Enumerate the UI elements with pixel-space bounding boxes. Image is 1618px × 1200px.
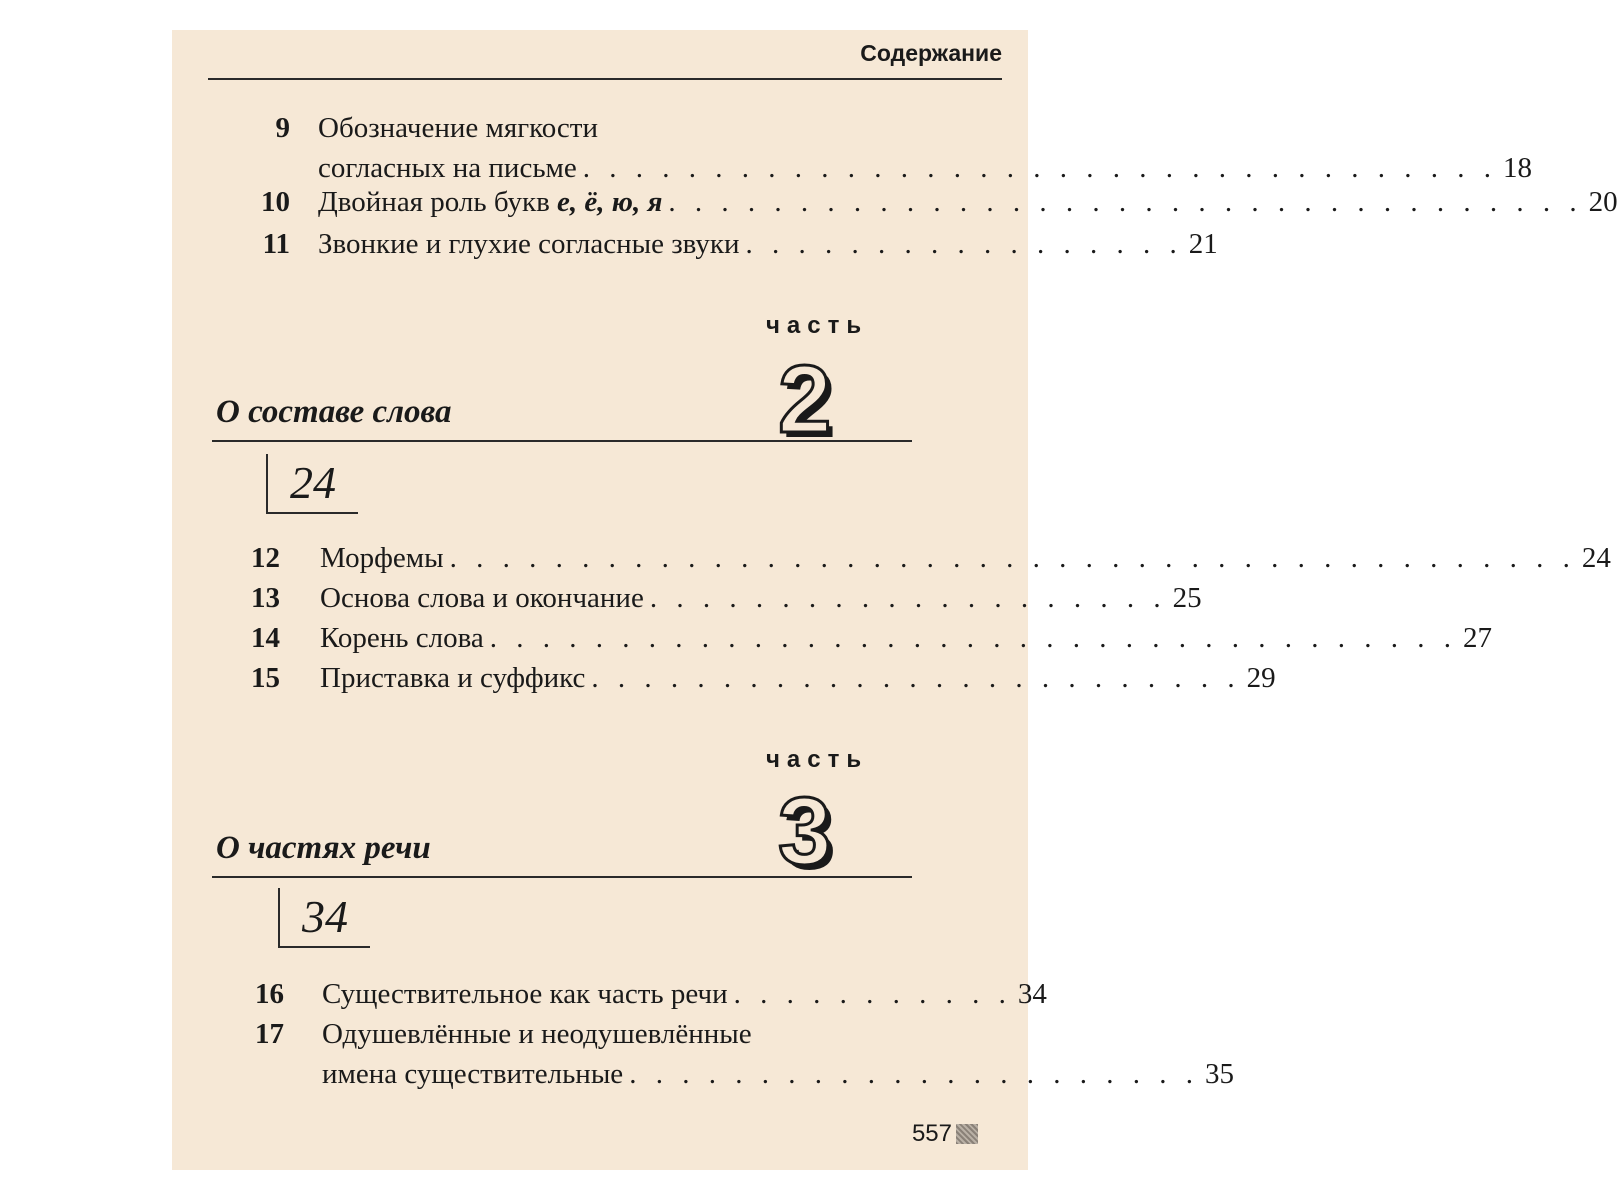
- entry-page: 18: [1503, 152, 1533, 184]
- entry-page: 27: [1463, 622, 1493, 654]
- entry-page: 21: [1188, 228, 1218, 260]
- entry-leader-line: [320, 658, 1276, 698]
- toc-entry-17[interactable]: [212, 1014, 1234, 1094]
- entry-title: Приставка и суффикс: [320, 662, 586, 694]
- toc-entry-10[interactable]: [218, 182, 1618, 222]
- entry-number: 14: [251, 622, 280, 654]
- part-number: 3: [778, 778, 832, 885]
- entry-page: 24: [1581, 542, 1611, 574]
- entry-page: 25: [1172, 582, 1202, 614]
- dot-leader: . . . . . . . . . . . . . . . . . . . . . . . . .: [591, 662, 1241, 694]
- section-rule: [212, 440, 912, 442]
- folio-marker: [956, 1124, 978, 1144]
- section-start-page: 24: [266, 454, 358, 514]
- entry-title: Существительное как часть речи: [322, 978, 728, 1010]
- toc-entry-14[interactable]: [208, 618, 1493, 658]
- section-start-page: 34: [278, 888, 370, 948]
- entry-page: 34: [1017, 978, 1047, 1010]
- entry-number: 11: [262, 228, 290, 260]
- entry-title: Звонкие и глухие согласные звуки: [318, 228, 740, 260]
- page-number: 557: [911, 1120, 952, 1147]
- entry-number: 10: [261, 186, 290, 218]
- entry-title: Одушевлённые и неодушевлённые: [322, 1018, 752, 1050]
- dot-leader: . . . . . . . . . . .: [733, 978, 1012, 1010]
- part-label: часть: [766, 746, 869, 773]
- section-title[interactable]: О частях речи: [216, 830, 431, 866]
- section-title[interactable]: О составе слова: [216, 394, 452, 430]
- entry-page: 35: [1204, 1058, 1234, 1090]
- toc-entry-15[interactable]: [208, 658, 1276, 698]
- book-page: [172, 30, 1618, 1170]
- dot-leader: . . . . . . . . . . . . . . . . . . . . . . . . . . . . . . . . . . . . .: [489, 622, 1458, 654]
- dot-leader: . . . . . . . . . . . . . . . . .: [745, 228, 1183, 260]
- entry-leader-line: [318, 224, 1218, 264]
- section-rule: [212, 876, 912, 878]
- header-rule: [208, 78, 1002, 80]
- entry-title-continued: имена существительные: [322, 1058, 624, 1090]
- entry-title-continued: согласных на письме: [318, 152, 577, 184]
- dot-leader: . . . . . . . . . . . . . . . . . . . . . . . . . . . . . . . . . . . . . . . . . . .: [449, 542, 1576, 574]
- entry-leader-line: [320, 578, 1202, 618]
- running-head: Содержание: [860, 40, 1002, 66]
- entry-letters: е, ё, ю, я: [557, 186, 663, 218]
- entry-title: Морфемы: [320, 542, 444, 574]
- entry-title: Двойная роль букв: [318, 186, 558, 218]
- toc-entry-12[interactable]: [208, 538, 1611, 578]
- entry-page: 29: [1246, 662, 1276, 694]
- entry-number: 12: [251, 542, 280, 574]
- toc-entry-9[interactable]: [218, 108, 1533, 188]
- entry-leader-line: [322, 1054, 1234, 1094]
- dot-leader: . . . . . . . . . . . . . . . . . . . . . .: [629, 1058, 1199, 1090]
- dot-leader: . . . . . . . . . . . . . . . . . . . . . . . . . . . . . . . . . . .: [582, 152, 1498, 184]
- entry-page: 20: [1588, 186, 1618, 218]
- entry-number: 13: [251, 582, 280, 614]
- entry-leader-line: [320, 618, 1493, 658]
- toc-entry-11[interactable]: [218, 224, 1218, 264]
- entry-title: Обозначение мягкости: [318, 112, 598, 144]
- part-label: часть: [766, 312, 869, 339]
- dot-leader: . . . . . . . . . . . . . . . . . . . . . . . . . . . . . . . . . . .: [668, 186, 1583, 218]
- entry-number: 16: [255, 978, 284, 1010]
- entry-title: Корень слова: [320, 622, 484, 654]
- toc-entry-13[interactable]: [208, 578, 1202, 618]
- entry-title: Основа слова и окончание: [320, 582, 644, 614]
- entry-number: 9: [275, 112, 290, 144]
- part-number: 2: [778, 346, 832, 453]
- entry-leader-line: [322, 974, 1047, 1014]
- dot-leader: . . . . . . . . . . . . . . . . . . . .: [649, 582, 1167, 614]
- entry-leader-line: [318, 182, 1618, 222]
- entry-number: 15: [251, 662, 280, 694]
- entry-leader-line: [320, 538, 1611, 578]
- entry-number: 17: [255, 1018, 284, 1050]
- toc-entry-16[interactable]: [212, 974, 1047, 1014]
